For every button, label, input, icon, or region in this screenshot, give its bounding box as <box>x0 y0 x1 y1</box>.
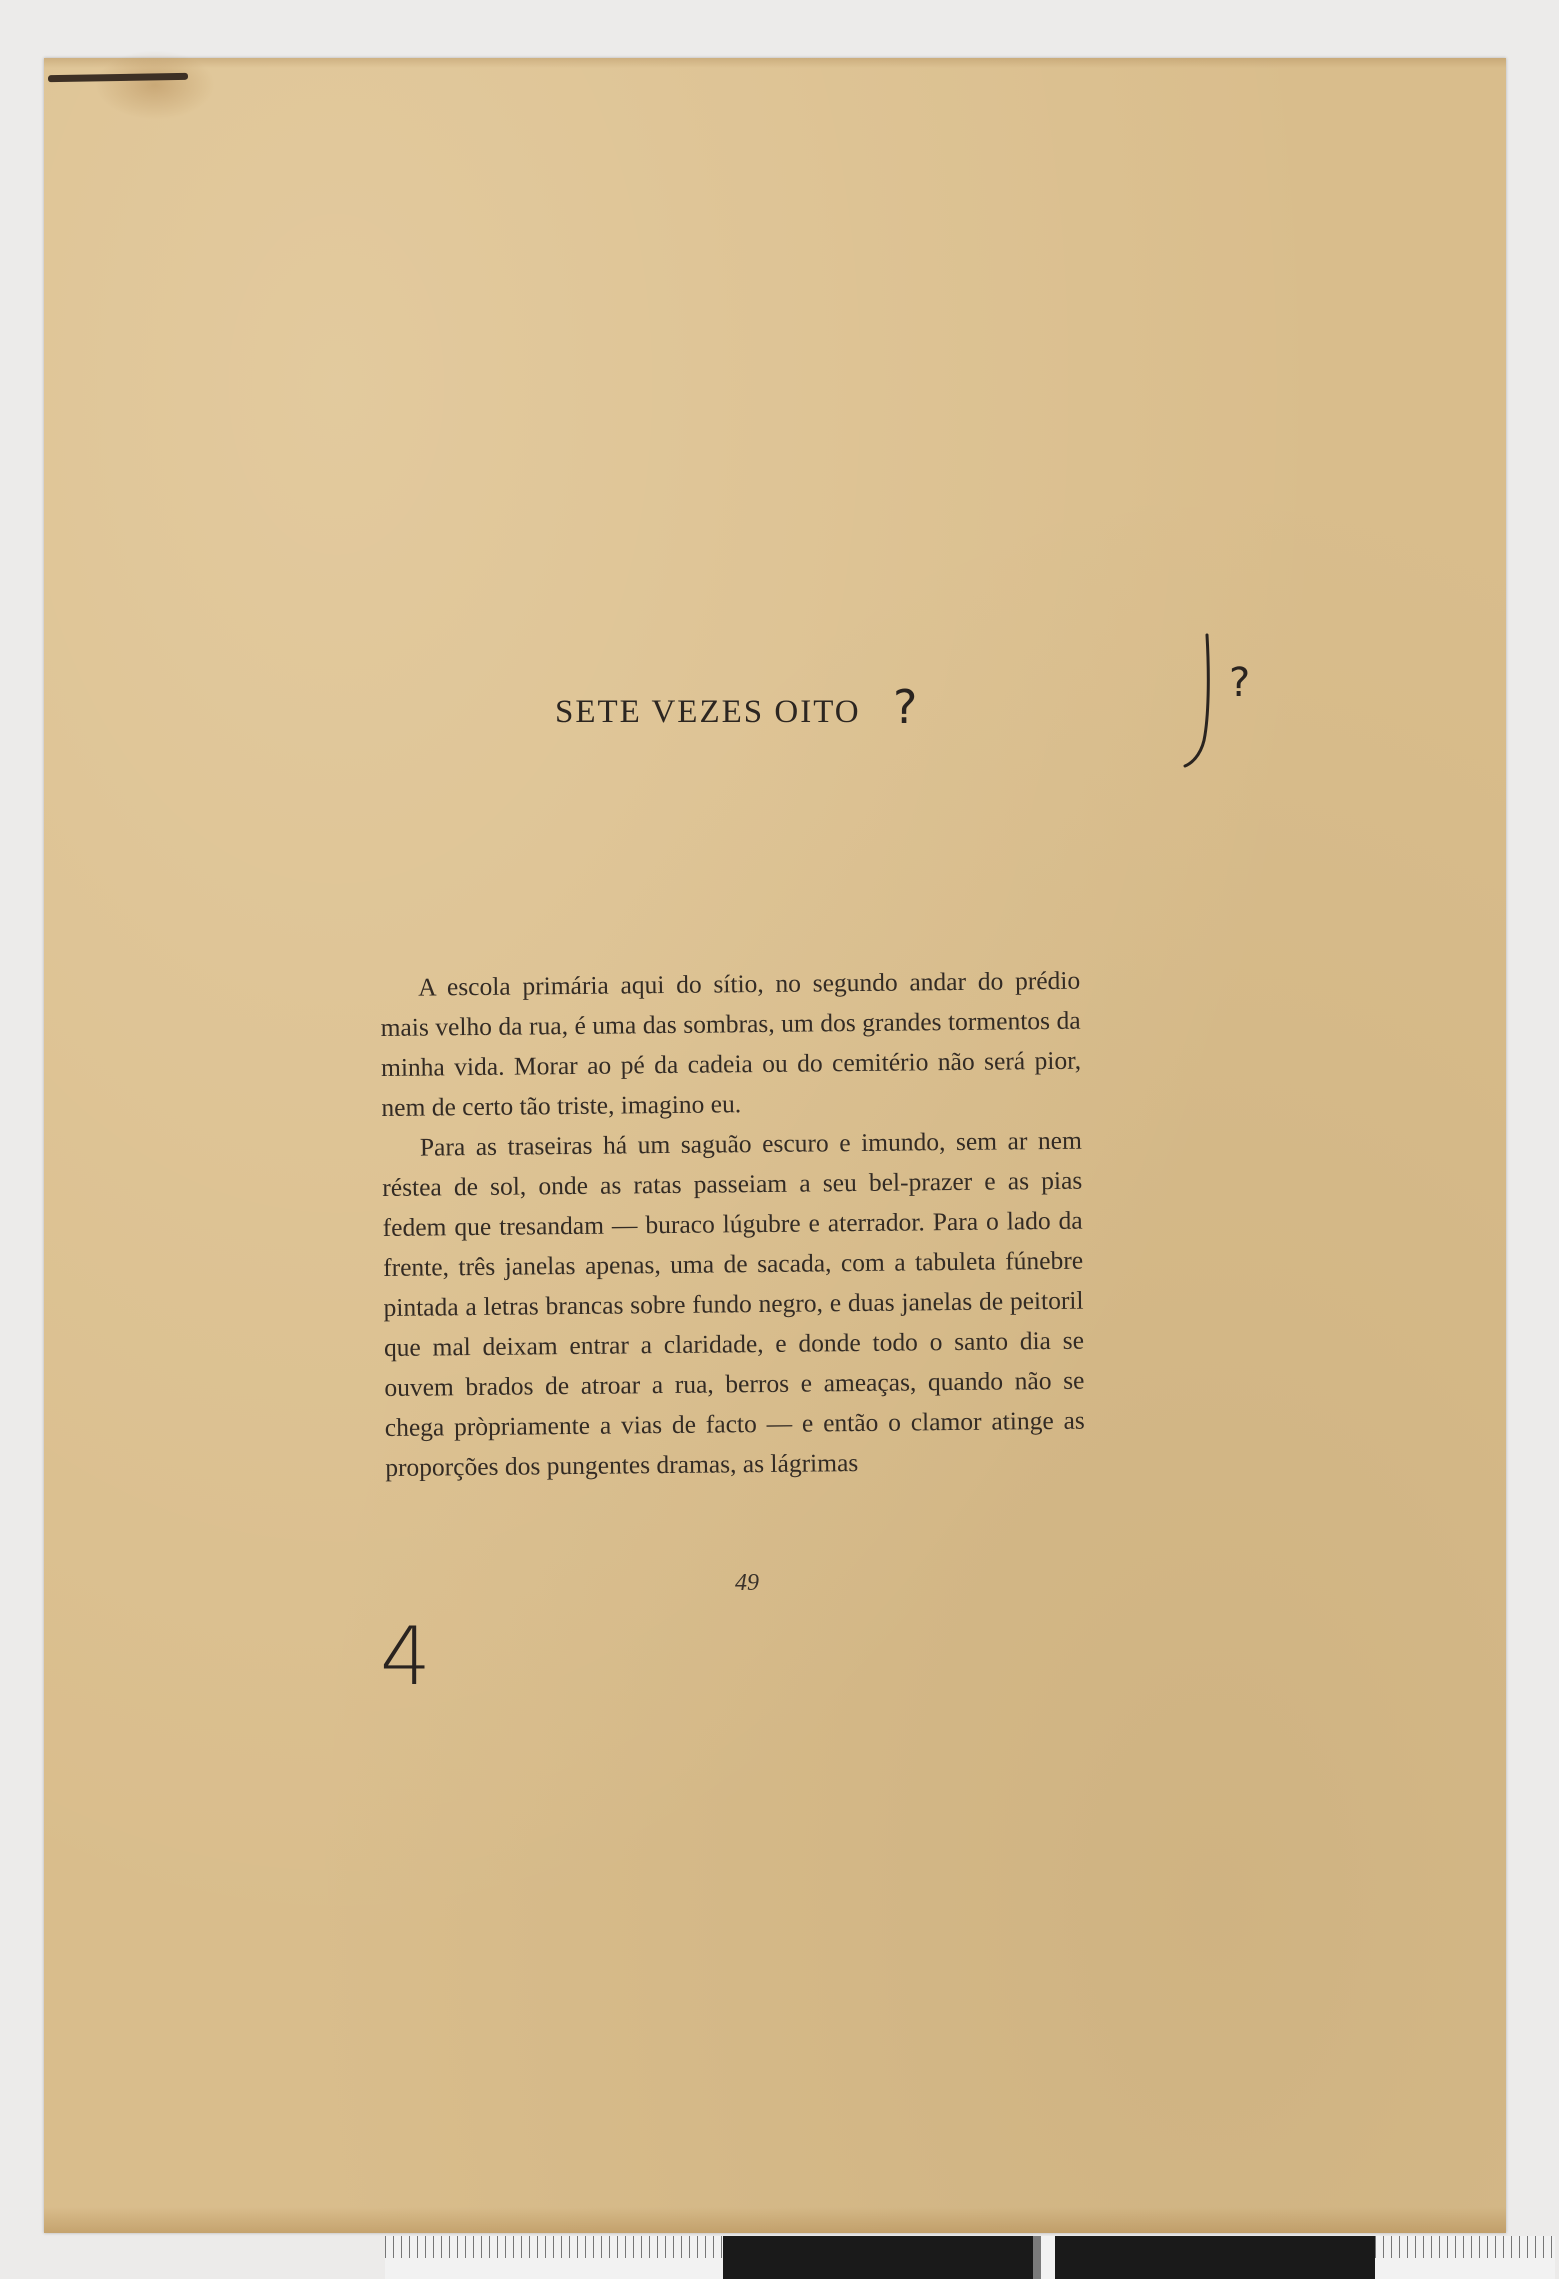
chapter-title: SETE VEZES OITO <box>555 694 861 730</box>
margin-question-mark: ? <box>1229 660 1251 706</box>
handwritten-bracket-mark <box>1165 630 1225 770</box>
paper-top-edge <box>44 58 1506 68</box>
handwritten-question-mark: ? <box>893 680 918 734</box>
ruler-gray-bar <box>1033 2236 1041 2279</box>
page-number: 49 <box>735 1570 759 1596</box>
paper-bottom-edge <box>44 2207 1506 2233</box>
paragraph-2: Para as traseiras há um saguão escuro e imundo, sem ar nem réstea de sol, onde as ratas passeiam a seu bel-prazer e as pias fedem que tresandam — buraco lúgubre e aterrador. Para o lado da frente, três janelas apenas, uma de sacada, com a tabuleta fúnebre pintada a letras brancas sobre fundo negro, e duas janelas de peitoril que mal deixam entrar a claridade, e donde todo o santo dia se ouvem brados de atroar a rua, berros e ameaças, quando não se chega pròpriamente a vias de facto — e então o clamor atinge as proporções dos pungentes dramas, as lágrimas <box>382 1125 1085 1482</box>
corner-stain <box>95 50 215 120</box>
ruler-black-bar <box>723 2236 1033 2279</box>
handwritten-number: 4 <box>380 1610 431 1703</box>
scale-ruler <box>385 2236 1555 2279</box>
body-text <box>380 961 1085 1488</box>
paragraph-1: A escola primária aqui do sítio, no segundo andar do prédio mais velho da rua, é uma das sombras, um dos grandes tormentos da minha vida. Morar ao pé da cadeia ou do cemitério não será pior, nem de certo tão triste, imagino eu. <box>380 965 1082 1122</box>
ruler-ticks-left <box>385 2236 725 2258</box>
ruler-ticks-right <box>1375 2236 1555 2258</box>
ruler-black-bar-2 <box>1055 2236 1375 2279</box>
